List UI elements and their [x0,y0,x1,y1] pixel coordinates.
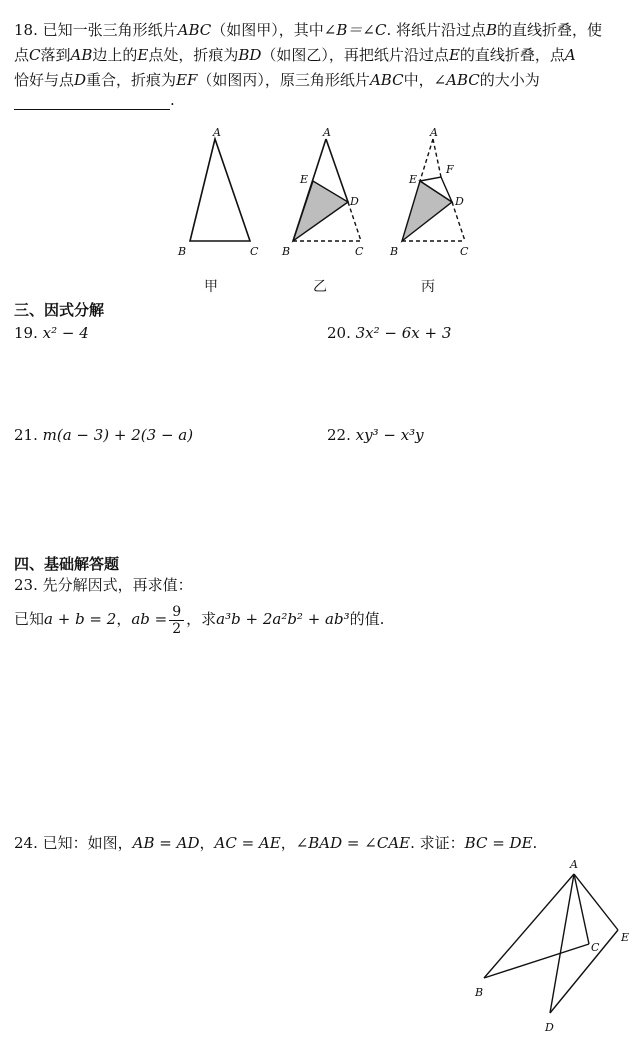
triangle-abc [190,139,250,241]
folded-region [293,181,348,241]
segment-de [550,930,618,1013]
label-c: C [460,245,469,258]
label-f: F [446,163,454,176]
caption-bing: 丙 [421,279,435,295]
q19-number: 19. [14,324,38,342]
section-3-title: 三、因式分解 [14,301,105,319]
label-c: C [250,245,259,258]
q18-line-1 [14,20,602,40]
label-a: A [430,126,438,139]
fraction-denominator: 2 [172,620,182,637]
q18-math: ∠B＝∠C [323,21,387,39]
q23-body [14,601,384,637]
q24-math: AB = AD [132,834,200,852]
label-e: E [621,931,630,944]
label-d: D [350,195,359,208]
q19 [14,323,89,343]
label-d: D [455,195,464,208]
q22-expr: xy³ − x³y [355,426,424,444]
label-c: C [591,941,600,954]
q23-math: ab = [131,610,168,628]
segment-ab [484,874,574,978]
q20-expr: 3x² − 6x + 3 [355,324,452,342]
q18-text: 边上的 [92,46,138,64]
q23-math: a + b = 2 [44,610,117,628]
q24-text-part: 已知：如图， [42,834,133,852]
figure-bing [389,126,469,258]
figure-yi [281,126,364,258]
q21-number: 21. [14,426,38,444]
q18-math: ∠ABC [433,71,480,89]
fraction-numerator: 9 [169,604,184,621]
q18-text: 的直线折叠，使 [497,21,603,39]
q18-text: 的大小为 [479,71,540,89]
caption-yi: 乙 [313,279,327,295]
q18-text: 恰好与点 [14,71,75,89]
q18-text: （如图乙），再把纸片沿过点 [261,46,449,64]
q23-title-text: 先分解因式，再求值： [42,576,193,594]
q18-math: D [74,71,87,89]
q24-text-part: . 求证： [410,834,465,852]
caption-jia: 甲 [204,279,218,295]
q18-text: 落到 [40,46,71,64]
label-b: B [178,245,187,258]
label-d: D [545,1021,554,1034]
q24-text [14,833,537,853]
q18-math: C [29,46,41,64]
q24-figure [465,855,635,1045]
answer-blank[interactable] [14,95,170,110]
q18-math: EF [176,71,198,89]
q19-expr: x² − 4 [42,324,89,342]
label-a: A [323,126,331,139]
q18-text: . [170,91,175,109]
label-a: A [213,126,221,139]
label-e: E [409,173,418,186]
q21 [14,425,193,445]
q18-figures [170,125,490,300]
q18-text: 已知一张三角形纸片 [42,21,178,39]
segment-ad [550,874,574,1013]
q23-number: 23. [14,576,38,594]
q23-text: ，求 [186,610,217,628]
q18-line-3 [14,70,540,90]
q23-text: ， [116,610,132,628]
q18-math: E [137,46,149,64]
q18-line-4 [14,90,175,110]
q18-text: 的直线折叠，点 [459,46,565,64]
label-e: E [300,173,309,186]
q21-expr: m(a − 3) + 2(3 − a) [42,426,194,444]
q24-text-part: ， [280,834,296,852]
q20 [327,323,451,343]
q20-number: 20. [327,324,351,342]
q18-text: . 将纸片沿过点 [386,21,486,39]
q24-number: 24. [14,834,38,852]
q18-text: 点 [14,46,30,64]
q24-math: ∠BAD = ∠CAE [295,834,411,852]
q18-math: AB [70,46,93,64]
label-b: B [390,245,399,258]
q22-number: 22. [327,426,351,444]
q18-number: 18. [14,21,38,39]
label-c: C [355,245,364,258]
q18-text: （如图甲），其中 [211,21,324,39]
q24-math: BC = DE [464,834,533,852]
q18-math: E [448,46,460,64]
q22 [327,425,424,445]
side-af-dashed [433,139,441,177]
q18-text: 重合，折痕为 [86,71,177,89]
q24-text-part: . [532,834,538,852]
label-b: B [475,986,484,999]
q23-math: a³b + 2a²b² + ab³ [216,610,350,628]
q23-title [14,575,193,595]
q18-math: BD [238,46,262,64]
section-4-title: 四、基础解答题 [14,555,120,573]
q18-text: 点处，折痕为 [148,46,239,64]
q18-line-2 [14,45,576,65]
q18-math: B [485,21,498,39]
fraction-nine-halves [169,604,184,637]
q18-text: （如图丙），原三角形纸片 [197,71,370,89]
q23-text: 的值. [349,610,385,628]
q18-math: A [564,46,576,64]
figure-jia [177,126,259,258]
q18-math: ABC [369,71,404,89]
label-b: B [282,245,291,258]
label-a: A [570,858,578,871]
q18-text: 中， [403,71,434,89]
q23-text: 已知 [14,610,45,628]
q18-math: ABC [177,21,212,39]
q24-math: AC = AE [214,834,281,852]
q24-text-part: ， [199,834,215,852]
segment-bc [484,944,589,978]
side-ae-dashed [420,139,433,181]
